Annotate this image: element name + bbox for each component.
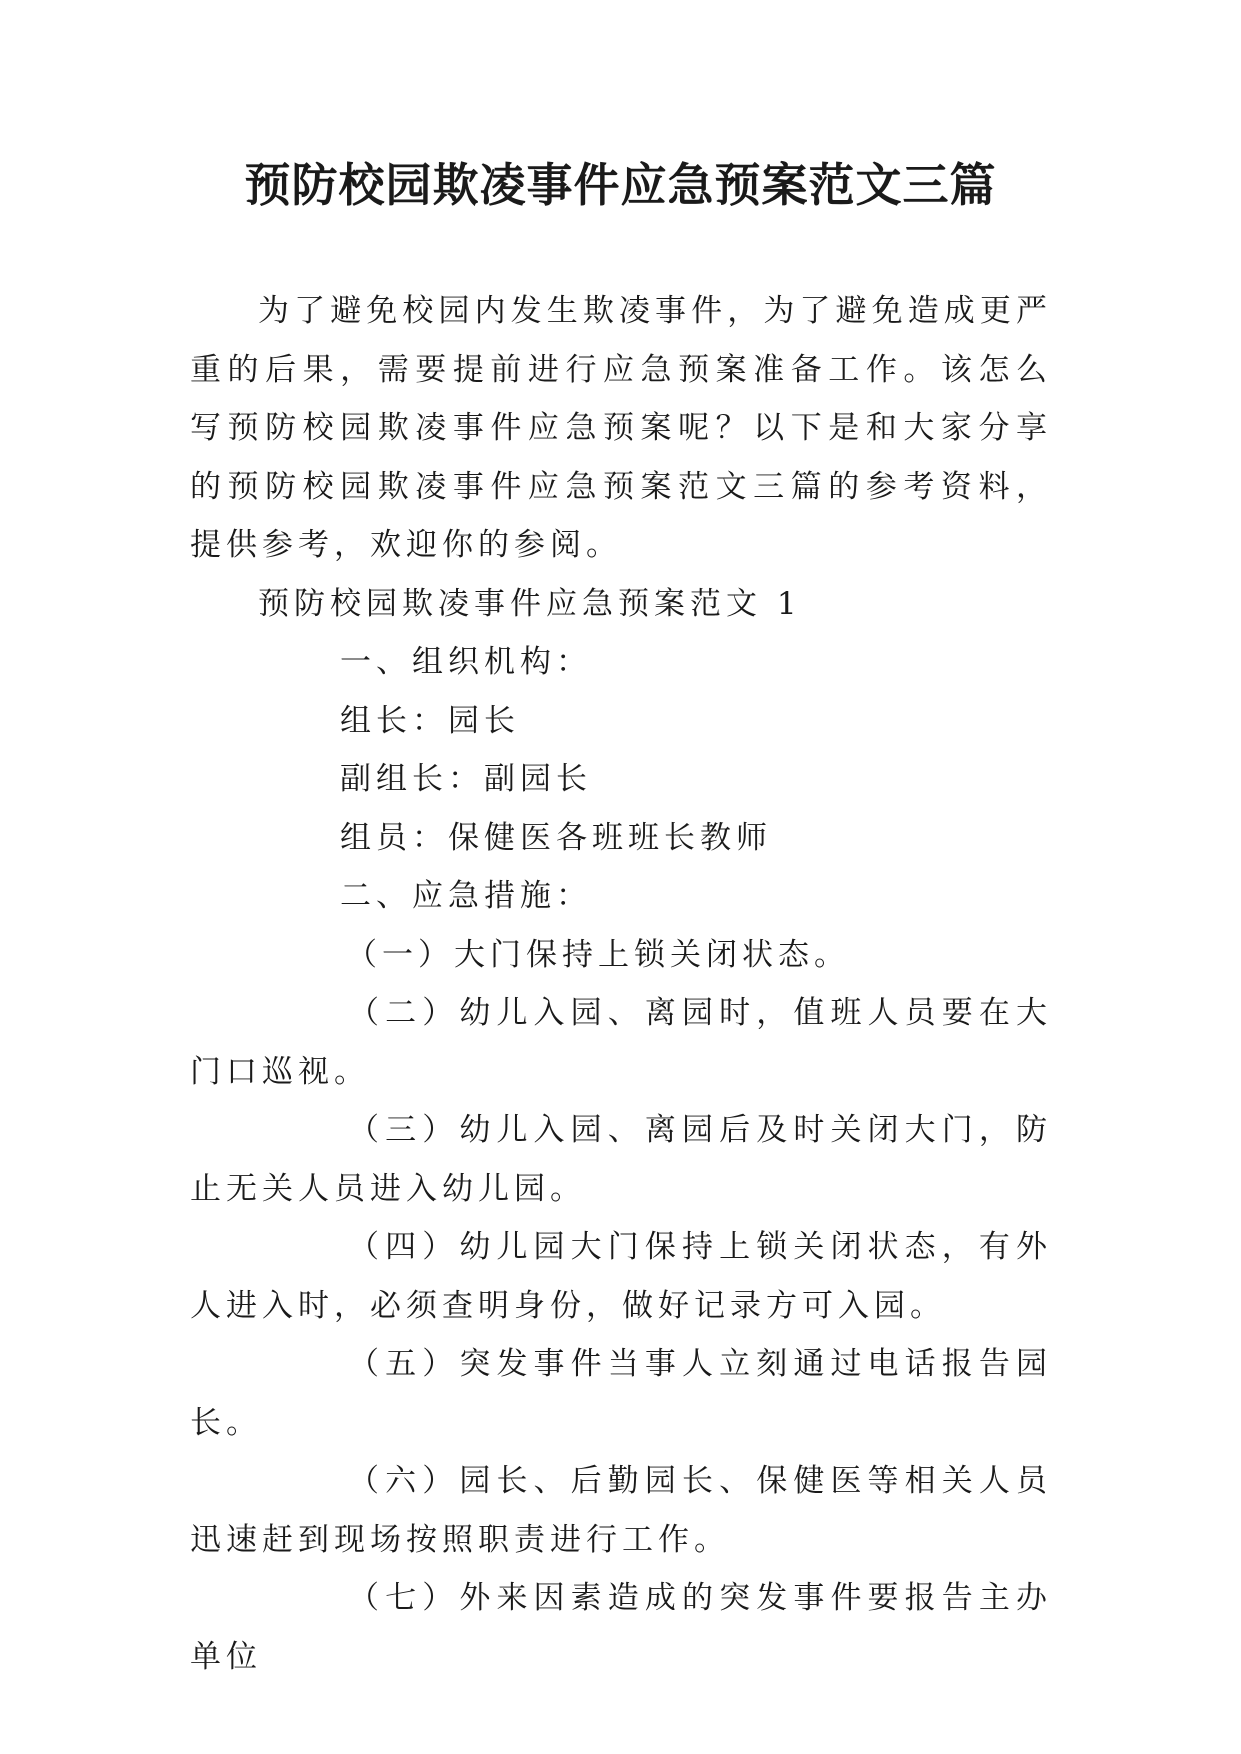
org-heading: 一、组织机构：: [340, 644, 592, 680]
members-line: 组员：保健医各班班长教师: [340, 819, 772, 856]
measure-item: （二）幼儿入园、离园时，值班人员要在大门口巡视。: [190, 995, 1052, 1090]
measure-item: （七）外来因素造成的突发事件要报告主办单位: [190, 1580, 1052, 1675]
measure-item: （六）园长、后勤园长、保健医等相关人员迅速赶到现场按照职责进行工作。: [190, 1463, 1052, 1558]
intro-paragraph: 为了避免校园内发生欺凌事件，为了避免造成更严重的后果，需要提前进行应急预案准备工作。该怎么写预防校园欺凌事件应急预案呢？以下是和大家分享的预防校园欺凌事件应急预案范文三篇的参考资料，提供参考，欢迎你的参阅。: [190, 293, 1052, 563]
document-title: 预防校园欺凌事件应急预案范文三篇: [244, 158, 997, 212]
document-body: [190, 282, 1052, 1686]
deputy-line: 副组长：副园长: [340, 761, 592, 797]
measure-item: （一）大门保持上锁关闭状态。: [346, 936, 850, 973]
measure-item: （四）幼儿园大门保持上锁关闭状态，有外人进入时，必须查明身份，做好记录方可入园。: [190, 1229, 1052, 1324]
measure-item: （五）突发事件当事人立刻通过电话报告园长。: [190, 1346, 1052, 1441]
leader-line: 组长：园长: [340, 702, 520, 739]
measures-heading: 二、应急措施：: [340, 878, 592, 914]
measure-item: （三）幼儿入园、离园后及时关闭大门，防止无关人员进入幼儿园。: [190, 1112, 1052, 1207]
section-heading: 预防校园欺凌事件应急预案范文 1: [258, 585, 802, 622]
